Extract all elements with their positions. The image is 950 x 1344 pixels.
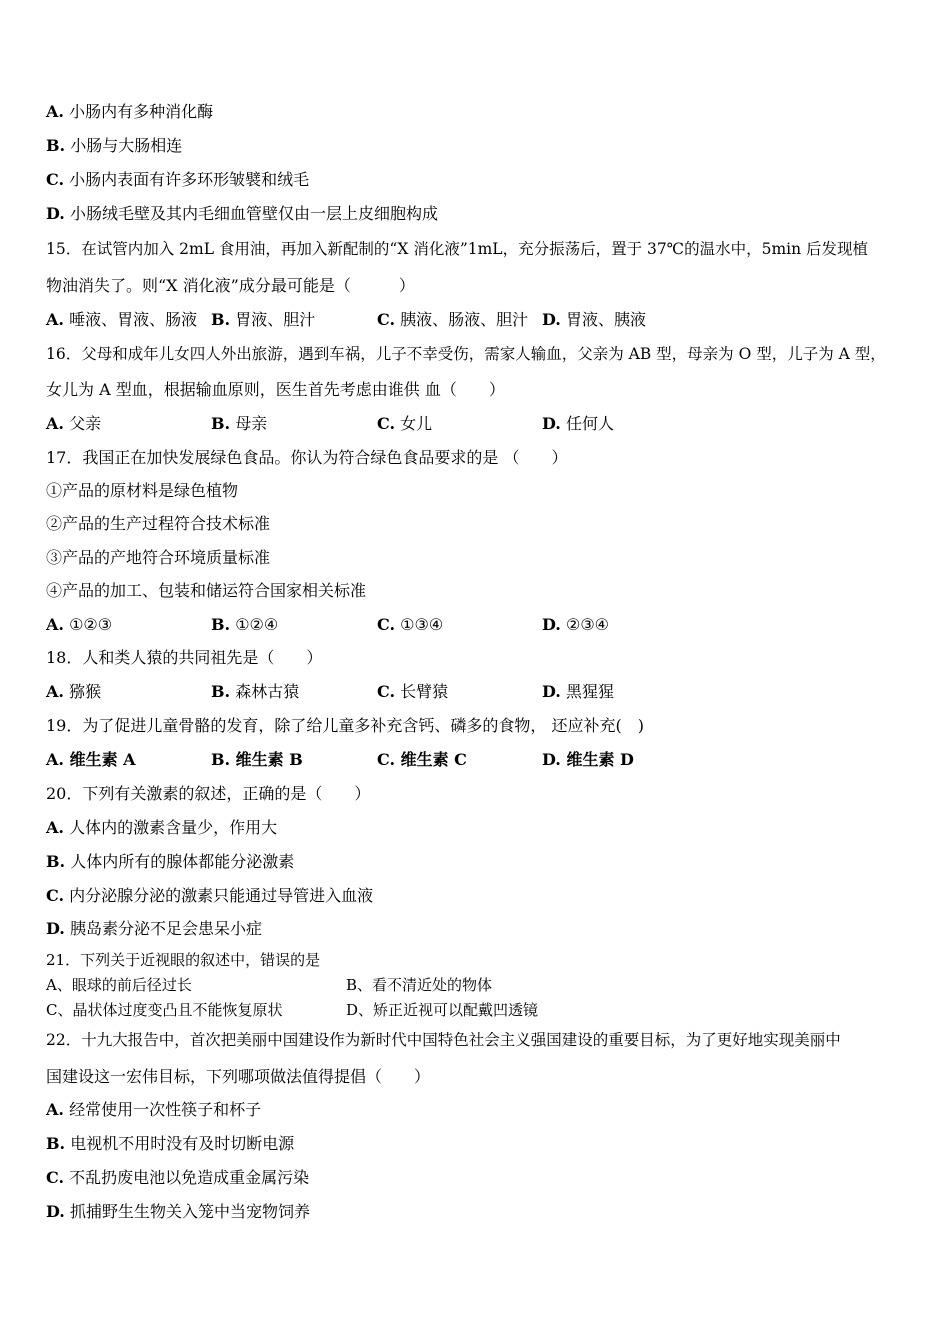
q22-option-a: A. 经常使用一次性筷子和杯子 <box>46 1100 262 1119</box>
q17-item-3: ③产品的产地符合环境质量标准 <box>46 548 271 567</box>
q16-option-b: B. 母亲 <box>211 414 268 433</box>
q22-option-c: C. 不乱扔废电池以免造成重金属污染 <box>46 1168 310 1187</box>
q17-stem: 17．我国正在加快发展绿色食品。你认为符合绿色食品要求的是 （ ） <box>46 448 568 467</box>
q17-option-b: B. ①②④ <box>211 615 279 634</box>
q22-stem-line1: 22．十九大报告中，首次把美丽中国建设作为新时代中国特色社会主义强国建设的重要目标，为了更好地实现美丽中 <box>46 1031 841 1049</box>
q19-option-b: B. 维生素 B <box>211 750 303 769</box>
q14-option-b: B. 小肠与大肠相连 <box>46 136 183 155</box>
q19-option-d: D. 维生素 D <box>542 750 634 769</box>
q16-option-d: D. 任何人 <box>542 414 614 433</box>
q21-stem: 21．下列关于近视眼的叙述中，错误的是 <box>46 951 321 969</box>
q22-option-b: B. 电视机不用时没有及时切断电源 <box>46 1134 295 1153</box>
q16-option-c: C. 女儿 <box>377 414 433 433</box>
q18-option-c: C. 长臂猿 <box>377 682 449 701</box>
q21-option-b: B、看不清近处的物体 <box>346 976 493 994</box>
q17-item-4: ④产品的加工、包装和储运符合国家相关标准 <box>46 581 367 600</box>
q20-option-b: B. 人体内所有的腺体都能分泌激素 <box>46 852 295 871</box>
q19-stem: 19．为了促进儿童骨骼的发育，除了给儿童多补充含钙、磷多的食物， 还应补充( ) <box>46 716 644 735</box>
q18-option-a: A. 猕猴 <box>46 682 102 701</box>
q18-option-d: D. 黑猩猩 <box>542 682 614 701</box>
q20-option-d: D. 胰岛素分泌不足会患呆小症 <box>46 919 262 938</box>
q22-option-d: D. 抓捕野生生物关入笼中当宠物饲养 <box>46 1202 310 1221</box>
q17-option-d: D. ②③④ <box>542 615 609 634</box>
q15-option-b: B. 胃液、胆汁 <box>211 310 316 329</box>
q14-option-d: D. 小肠绒毛壁及其内毛细血管壁仅由一层上皮细胞构成 <box>46 204 438 223</box>
q20-option-c: C. 内分泌腺分泌的激素只能通过导管进入血液 <box>46 886 374 905</box>
q17-item-2: ②产品的生产过程符合技术标准 <box>46 514 271 533</box>
q15-option-a: A. 唾液、胃液、肠液 <box>46 310 198 329</box>
q18-stem: 18．人和类人猿的共同祖先是（ ） <box>46 648 323 667</box>
q16-stem-line2: 女儿为 A 型血，根据输血原则，医生首先考虑由谁供 血（ ） <box>46 380 505 399</box>
q17-option-c: C. ①③④ <box>377 615 444 634</box>
q21-option-d: D、矫正近视可以配戴凹透镜 <box>346 1001 539 1019</box>
q16-stem-line1: 16．父母和成年儿女四人外出旅游，遇到车祸，儿子不幸受伤，需家人输血，父亲为 AB 型，母亲为 O 型，儿子为 A 型， <box>46 345 886 363</box>
q16-option-a: A. 父亲 <box>46 414 102 433</box>
q18-option-b: B. 森林古猿 <box>211 682 300 701</box>
q20-stem: 20．下列有关激素的叙述，正确的是（ ） <box>46 784 371 803</box>
q14-option-c: C. 小肠内表面有许多环形皱襞和绒毛 <box>46 170 310 189</box>
q14-option-a: A. 小肠内有多种消化酶 <box>46 102 214 121</box>
q17-option-a: A. ①②③ <box>46 615 113 634</box>
q20-option-a: A. 人体内的激素含量少，作用大 <box>46 818 278 837</box>
q21-option-a: A、眼球的前后径过长 <box>46 976 192 994</box>
q19-option-c: C. 维生素 C <box>377 750 467 769</box>
q17-item-1: ①产品的原材料是绿色植物 <box>46 481 239 500</box>
q15-option-d: D. 胃液、胰液 <box>542 310 646 329</box>
q21-option-c: C、晶状体过度变凸且不能恢复原状 <box>46 1001 283 1019</box>
q15-option-c: C. 胰液、肠液、胆汁 <box>377 310 529 329</box>
q15-stem-line1: 15．在试管内加入 2mL 食用油，再加入新配制的“X 消化液”1mL，充分振荡后，置于 37℃的温水中，5min 后发现植 <box>46 240 869 258</box>
q15-stem-line2: 物油消失了。则“X 消化液”成分最可能是（ ） <box>46 276 415 295</box>
q22-stem-line2: 国建设这一宏伟目标，下列哪项做法值得提倡（ ） <box>46 1067 431 1086</box>
q19-option-a: A. 维生素 A <box>46 750 136 769</box>
